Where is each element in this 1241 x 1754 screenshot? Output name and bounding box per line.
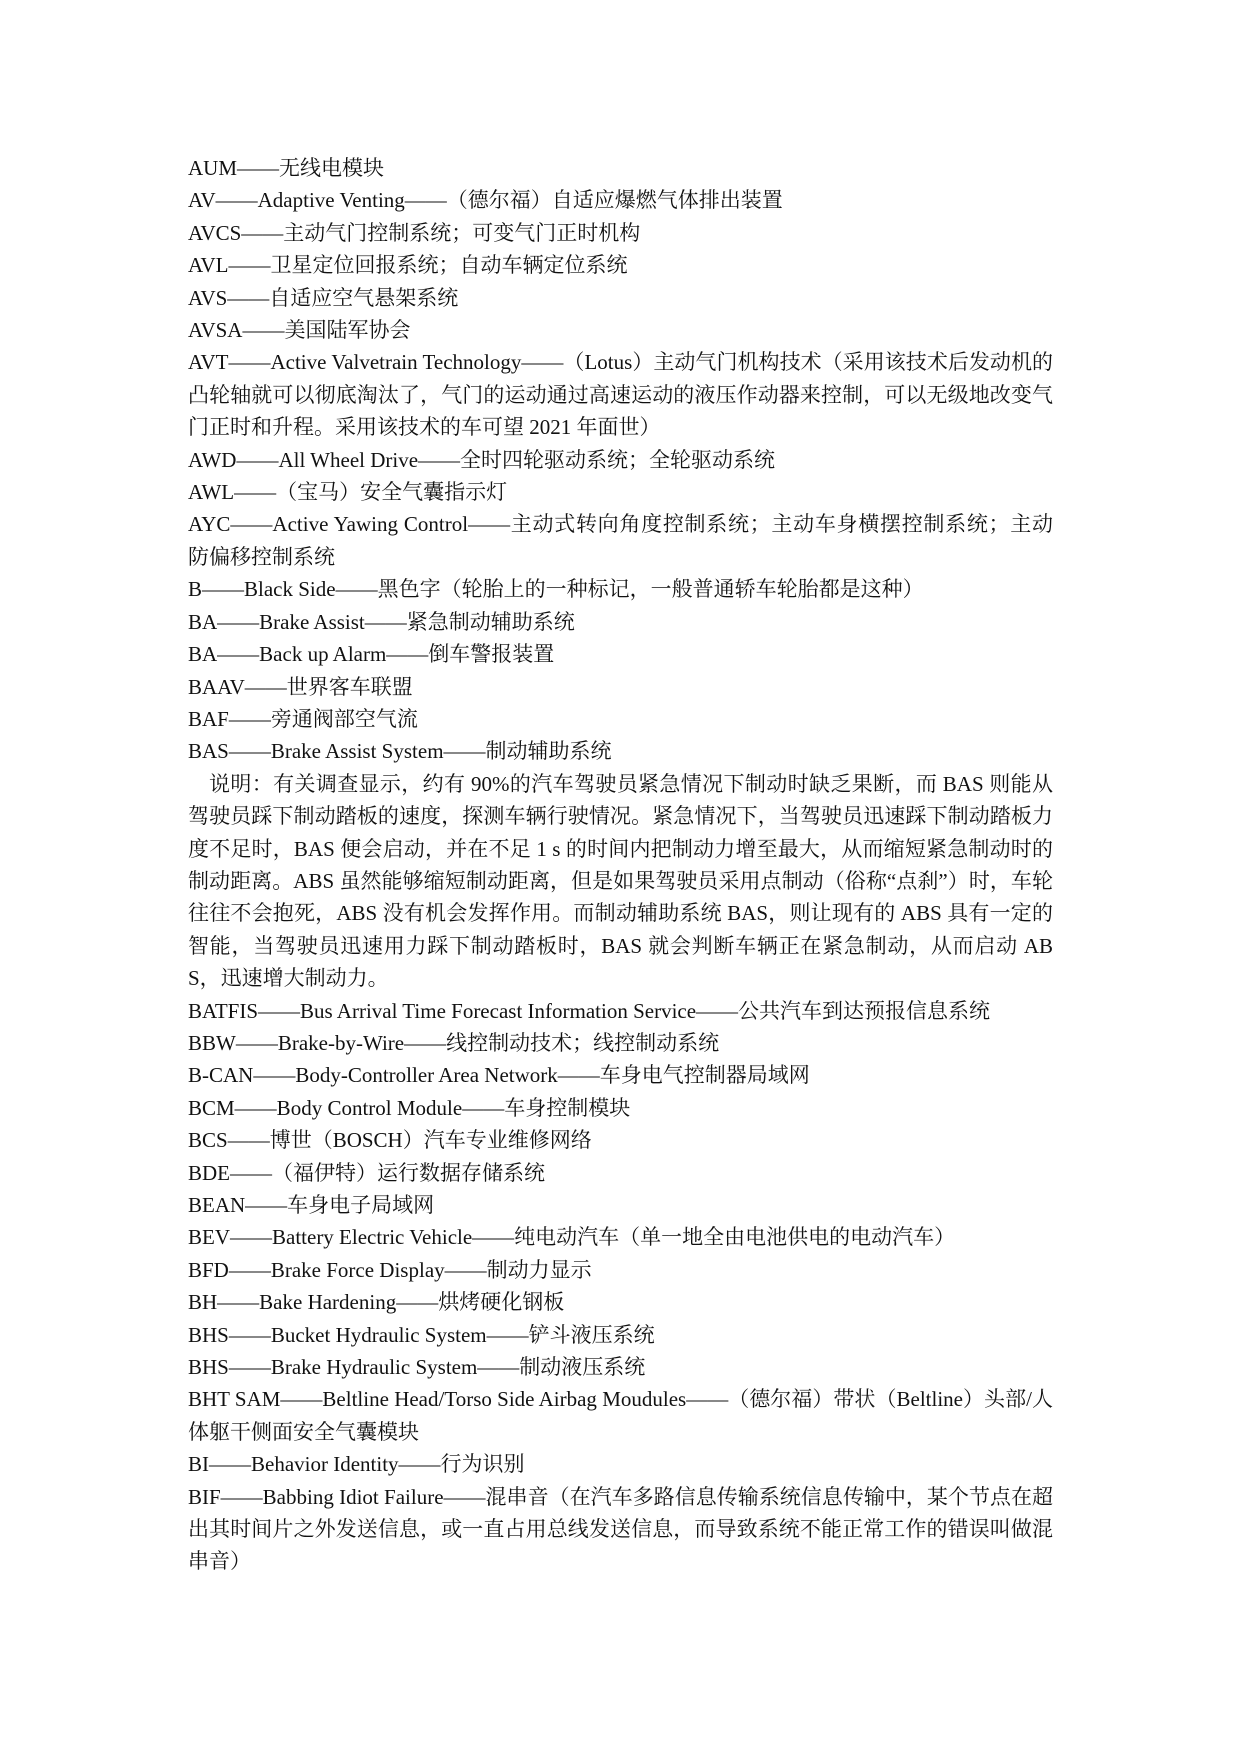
glossary-entry-ayc: AYC——Active Yawing Control——主动式转向角度控制系统；主动车身横摆控制系统；主动防偏移控制系统 (188, 512, 1053, 569)
glossary-entry-bhs-bucket: BHS——Bucket Hydraulic System——铲斗液压系统 (188, 1322, 655, 1347)
glossary-entry-bi: BI——Behavior Identity——行为识别 (188, 1452, 525, 1477)
glossary-entry-avcs: AVCS——主动气门控制系统；可变气门正时机构 (188, 220, 641, 245)
glossary-entry-avsa: AVSA——美国陆军协会 (188, 318, 411, 343)
glossary-entry-bhs-brake: BHS——Brake Hydraulic System——制动液压系统 (188, 1355, 646, 1380)
glossary-entry-avs: AVS——自适应空气悬架系统 (188, 285, 459, 310)
glossary-entry-bean: BEAN——车身电子局域网 (188, 1193, 435, 1217)
glossary-entry-bht-sam: BHT SAM——Beltline Head/Torso Side Airbag Moudules——（德尔福）带状（Beltline）头部/人体躯干侧面安全气囊模块 (188, 1387, 1053, 1444)
glossary-entry-av: AV——Adaptive Venting——（德尔福）自适应爆燃气体排出装置 (188, 188, 783, 213)
glossary-entry-bas: BAS——Brake Assist System——制动辅助系统 (188, 739, 612, 764)
glossary-entry-bev: BEV——Battery Electric Vehicle——纯电动汽车（单一地全由电池供电的电动汽车） (188, 1225, 956, 1250)
glossary-entry-avl: AVL——卫星定位回报系统；自动车辆定位系统 (188, 253, 628, 278)
glossary-entry-baf: BAF——旁通阀部空气流 (188, 706, 418, 731)
glossary-entry-aum: AUM——无线电模块 (188, 156, 385, 180)
glossary-entry-bfd: BFD——Brake Force Display——制动力显示 (188, 1257, 592, 1282)
glossary-entry-awl: AWL——（宝马）安全气囊指示灯 (188, 480, 508, 505)
bas-explanation-note: 说明：有关调查显示，约有 90%的汽车驾驶员紧急情况下制动时缺乏果断，而 BAS 则能从驾驶员踩下制动踏板的速度，探测车辆行驶情况。紧急情况下，当驾驶员迅速踩下制动踏板力度不足时，BAS 便会启动，并在不足 1 s 的时间内把制动力增至最大，从而缩短紧急制动时的制动距离。ABS 虽然能够缩短制动距离，但是如果驾驶员采用点制动（俗称“点刹”）时，车轮往往不会抱死，ABS 没有机会发挥作用。而制动辅助系统 BAS，则让现有的 ABS 具有一定的智能，当驾驶员迅速用力踩下制动踏板时，BAS 就会判断车辆正在紧急制动，从而启动 ABS，迅速增大制动力。 (188, 771, 1053, 991)
glossary-entry-b: B——Black Side——黑色字（轮胎上的一种标记，一般普通轿车轮胎都是这种） (188, 577, 924, 602)
glossary-entry-bde: BDE——（福伊特）运行数据存储系统 (188, 1160, 545, 1185)
glossary-entry-awd: AWD——All Wheel Drive——全时四轮驱动系统；全轮驱动系统 (188, 447, 776, 472)
glossary-entry-bcs: BCS——博世（BOSCH）汽车专业维修网络 (188, 1128, 592, 1153)
glossary-entry-bif: BIF——Babbing Idiot Failure——混串音（在汽车多路信息传输系统信息传输中，某个节点在超出其时间片之外发送信息，或一直占用总线发送信息，而导致系统不能正常工作的错误叫做混串音） (188, 1484, 1053, 1574)
glossary-entry-ba-brake-assist: BA——Brake Assist——紧急制动辅助系统 (188, 609, 575, 634)
glossary-entry-batfis: BATFIS——Bus Arrival Time Forecast Information Service——公共汽车到达预报信息系统 (188, 998, 991, 1023)
glossary-entry-baav: BAAV——世界客车联盟 (188, 674, 413, 699)
glossary-entry-avt: AVT——Active Valvetrain Technology——（Lotus）主动气门机构技术（采用该技术后发动机的凸轮轴就可以彻底淘汰了，气门的运动通过高速运动的液压作动器来控制，可以无级地改变气门正时和升程。采用该技术的车可望 2021 年面世） (188, 350, 1053, 440)
glossary-body (188, 152, 1053, 1578)
glossary-entry-bcm: BCM——Body Control Module——车身控制模块 (188, 1095, 631, 1120)
glossary-entry-ba-backup-alarm: BA——Back up Alarm——倒车警报装置 (188, 642, 555, 667)
glossary-entry-b-can: B-CAN——Body-Controller Area Network——车身电气控制器局域网 (188, 1063, 810, 1088)
glossary-entry-bh: BH——Bake Hardening——烘烤硬化钢板 (188, 1290, 565, 1315)
glossary-entry-bbw: BBW——Brake-by-Wire——线控制动技术；线控制动系统 (188, 1030, 720, 1055)
